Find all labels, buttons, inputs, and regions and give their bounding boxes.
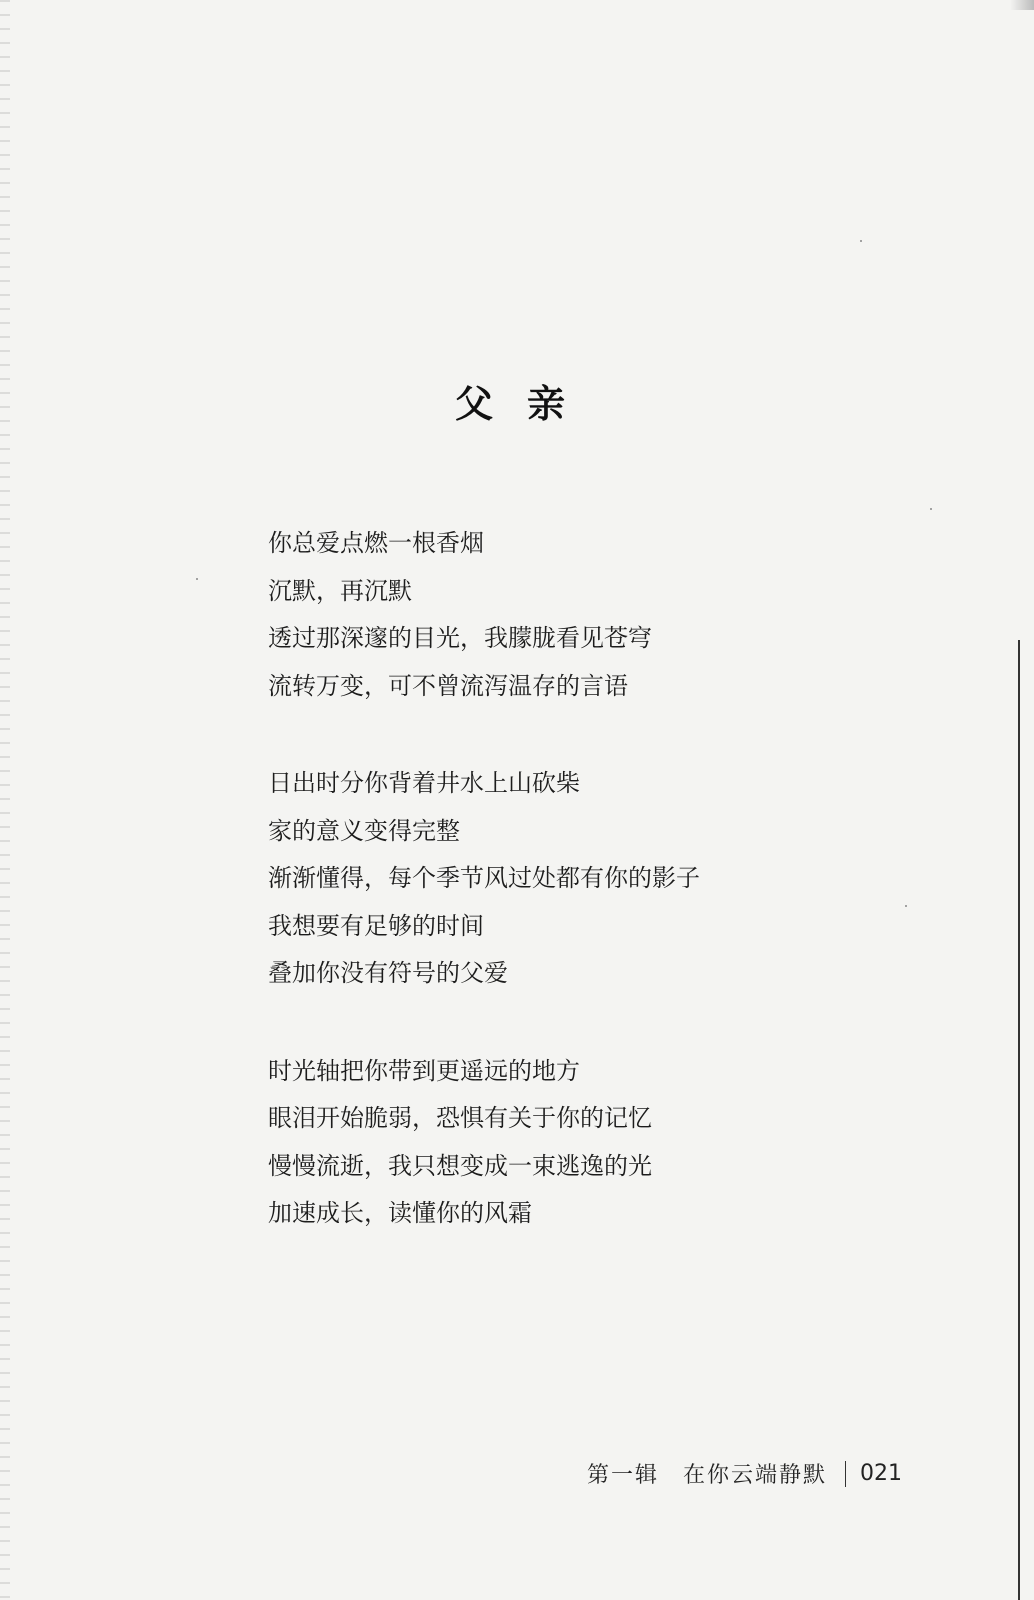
running-footer: [587, 1458, 902, 1489]
poem-line: 日出时分你背着井水上山砍柴: [268, 769, 580, 797]
poem-line: 时光轴把你带到更遥远的地方: [268, 1056, 580, 1085]
scan-right-corner: [1010, 0, 1034, 10]
poem-line: 沉默，再沉默: [268, 576, 412, 605]
poem-line: 流转万变，可不曾流泻温存的言语: [268, 671, 628, 700]
dust-speck: [930, 508, 932, 510]
poem-line: 眼泪开始脆弱，恐惧有关于你的记忆: [268, 1104, 652, 1132]
poem-title: 父亲: [454, 381, 599, 427]
poem-line: 叠加你没有符号的父爱: [268, 959, 508, 987]
poem-line: 加速成长，读懂你的风霜: [268, 1199, 532, 1227]
footer-separator: [845, 1461, 846, 1487]
book-title: 在你云端静默: [682, 1463, 827, 1488]
section-label: 第一辑: [586, 1463, 659, 1488]
poem-line: 家的意义变得完整: [268, 816, 460, 845]
poem-line: 你总爱点燃一根香烟: [268, 529, 484, 557]
stanza: [268, 520, 908, 710]
scan-left-edge: [0, 0, 10, 1599]
poem-line: 透过那深邃的目光，我朦胧看见苍穹: [268, 624, 652, 652]
stanza: [268, 1048, 908, 1238]
stanza: [268, 760, 908, 998]
dust-speck: [860, 240, 862, 242]
poem-line: 我想要有足够的时间: [268, 911, 484, 940]
poem-body: [268, 520, 908, 1288]
page-number: 021: [860, 1461, 902, 1486]
scan-right-edge: [1018, 640, 1020, 1600]
poem-line: 渐渐懂得，每个季节风过处都有你的影子: [268, 864, 700, 892]
dust-speck: [196, 578, 198, 580]
poem-line: 慢慢流逝，我只想变成一束逃逸的光: [268, 1151, 652, 1180]
